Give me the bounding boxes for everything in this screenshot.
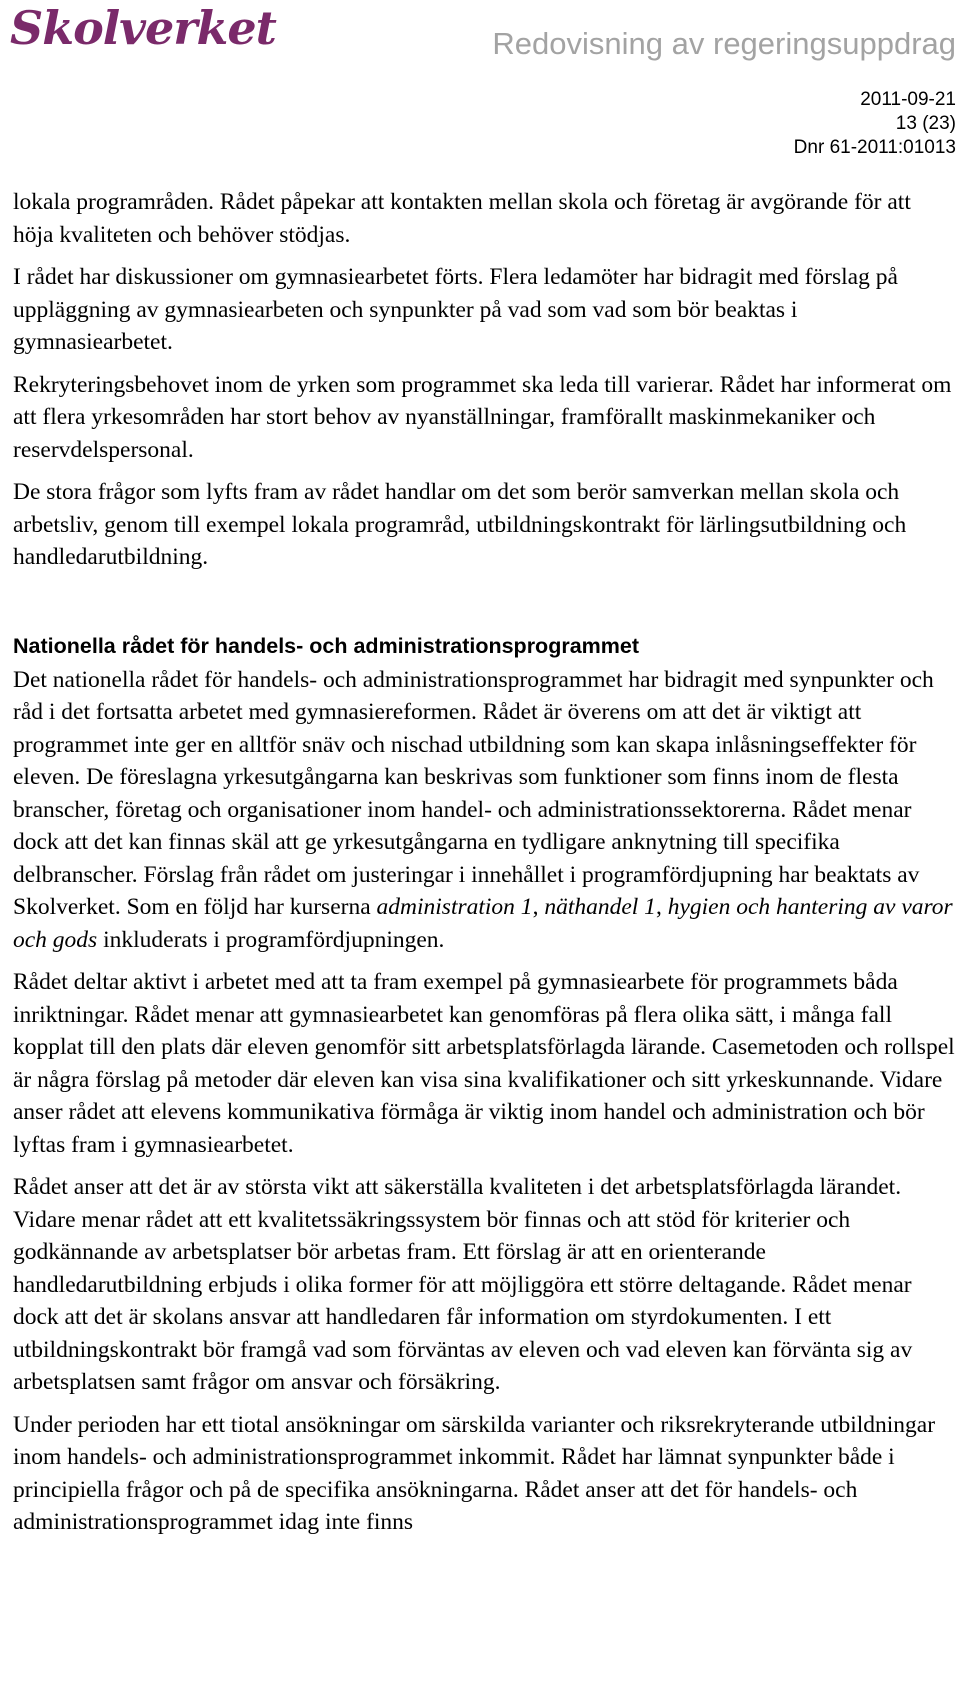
paragraph: Rekryteringsbehovet inom de yrken som programmet ska leda till varierar. Rådet har informerat om att flera yrkesområden har stort behov av nyanställningar, framförallt maskinmekaniker och reservdelspersonal. — [13, 371, 952, 463]
course-name: administration 1 — [376, 894, 533, 920]
course-name: näthandel 1 — [544, 894, 656, 920]
separator: , — [532, 894, 545, 920]
paragraph: lokala programråden. Rådet påpekar att kontakten mellan skola och företag är avgörande för att höja kvaliteten och behöver stödjas. — [13, 189, 911, 248]
paragraph: De stora frågor som lyfts fram av rådet handlar om det som berör samverkan mellan skola och arbetsliv, genom till exempel lokala programråd, utbildningskontrakt för lärlingsutbildning och handledarutbildning. — [13, 479, 907, 570]
skolverket-logo: Skolverket — [10, 1, 276, 55]
document-date: 2011-09-21 — [860, 89, 956, 110]
paragraph — [13, 664, 955, 957]
paragraph-text: Det nationella rådet för handels- och administrationsprogrammet har bidragit med synpunkter och råd i det fortsatta arbetet med gymnasiereformen. Rådet är överens om att det är viktigt att programmet inte ger en alltför snäv och nischad utbildning som kan skapa inlåsningseffekter för eleven. De föreslagna yrkesutgångarna kan beskrivas som funktioner som finns inom de flesta branscher, företag och organisationer inom handel- och administrationssektorerna. Rådet menar dock att det kan finnas skäl att ge yrkesutgångarna en tydligare anknytning till specifika delbranscher. Förslag från rådet om justeringar i innehållet i programfördjupning har beaktats av Skolverket. Som en följd har kurserna — [13, 666, 934, 920]
document-body — [13, 186, 955, 1549]
section-heading: Nationella rådet för handels- och administrationsprogrammet — [13, 633, 639, 658]
page-number: 13 (23) — [895, 113, 956, 134]
report-title: Redovisning av regeringsuppdrag — [492, 26, 956, 61]
course-name: hygien och hantering av varor och gods — [13, 894, 953, 953]
paragraph: Under perioden har ett tiotal ansökningar om särskilda varianter och riksrekryterande utbildningar inom handels- och administrationsprogrammet inkommit. Rådet har lämnat synpunkter både i principiella frågor och på de specifika ansökningarna. Rådet anser att det för handels- och administrationsprogrammet idag inte finns — [13, 1411, 936, 1535]
paragraph: Rådet anser att det är av största vikt att säkerställa kvaliteten i det arbetsplatsförlagda lärandet. Vidare menar rådet att ett kvalitetssäkringssystem bör finnas och att stöd för kriterier och godkännande av arbetsplatser bör arbetas fram. Ett förslag är att en orienterande handledarutbildning erbjuds i olika former för att möjliggöra ett större deltagande. Rådet menar dock att det är skolans ansvar att handledaren får information om styrdokumenten. I ett utbildningskontrakt bör framgå vad som förväntas av eleven och vad eleven kan förvänta sig av arbetsplatsen samt frågor om ansvar och försäkring. — [13, 1174, 913, 1395]
document-dnr: Dnr 61-2011:01013 — [793, 137, 956, 158]
separator: , — [655, 894, 668, 920]
paragraph: Rådet deltar aktivt i arbetet med att ta fram exempel på gymnasiearbete för programmets båda inriktningar. Rådet menar att gymnasiearbetet kan genomföras på flera olika sätt, i många fall kopplat till den plats där eleven genomför sitt arbetsplatsförlagda lärande. Casemetoden och rollspel är några förslag på metoder där eleven kan visa sina kvalifikationer och sitt yrkeskunnande. Vidare anser rådet att elevens kommunikativa förmåga är viktig inom handel och administration och bör lyftas fram i gymnasiearbetet. — [13, 969, 955, 1158]
paragraph-text: inkluderats i programfördjupningen. — [97, 926, 445, 953]
document-meta — [794, 88, 956, 160]
paragraph: I rådet har diskussioner om gymnasiearbetet förts. Flera ledamöter har bidragit med förslag på uppläggning av gymnasiearbeten och synpunkter på vad som vad som bör beaktas i gymnasiearbetet. — [13, 264, 898, 355]
